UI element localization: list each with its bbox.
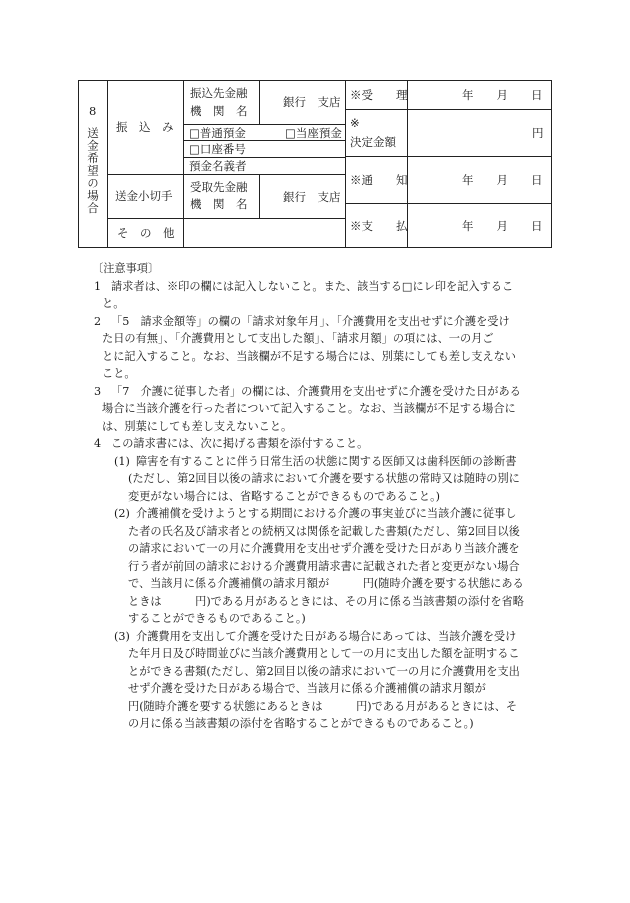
note-item-text: 円(随時介護を要する状態にあるときは 円)である月があるときには、そ xyxy=(128,699,518,713)
shiharai-label: ※支 払 xyxy=(350,219,408,233)
note-item-number: (2) xyxy=(114,507,130,520)
note-item-text: 請求者は、※印の欄には記入しないこと。また、該当する□にレ印を記入するこ xyxy=(111,279,514,293)
note-item-text: は、別葉にしても差し支えないこと。 xyxy=(102,419,293,433)
note-item-text: た者の氏名及び請求者との続柄又は関係を記載した書類(ただし、第2回目以後 xyxy=(128,524,520,538)
furikomi-label: 振 込 み xyxy=(116,120,174,134)
note-item-text: この請求書には、次に掲げる書類を添付すること。 xyxy=(111,437,369,450)
account-holder-label: 預金名義者 xyxy=(189,159,247,173)
receiving-bank-label-2: 機 関 名 xyxy=(190,197,248,211)
furikomi-bank-label-2: 機 関 名 xyxy=(190,104,248,118)
furikomi-bank-suffix: 銀行 支店 xyxy=(283,95,341,109)
kettei-amount-cell xyxy=(407,109,552,157)
other-value-cell[interactable] xyxy=(183,218,346,248)
juri-date: 年 月 日 xyxy=(462,88,543,102)
juri-label: ※受 理 xyxy=(350,88,408,102)
note-item-number: 3 xyxy=(94,384,102,398)
tsuchi-label: ※通 知 xyxy=(350,173,408,187)
note-item-text: ときは 円)である月があるときには、その月に係る当該書類の添付を省略 xyxy=(128,594,524,608)
kettei-label: 決定金額 xyxy=(350,135,396,149)
note-item-text: 「7 介護に従事した者」の欄には、介護費用を支出せずに介護を受けた日がある xyxy=(111,384,521,398)
note-item-text: 障害を有することに伴う日常生活の状態に関する医師又は歯科医師の診断書 xyxy=(136,454,517,468)
tsuchi-date: 年 月 日 xyxy=(462,173,543,187)
section-title: 送金希望の場合 xyxy=(86,127,100,215)
note-item-text: の請求において一の月に介護費用を支出せず介護を受けた日があり当該介護を xyxy=(128,542,520,555)
note-item-text: せず介護を受けた日がある場合で、当該月に係る介護補償の請求月額が xyxy=(128,682,486,695)
note-item-text: た日の有無」、「介護費用として支出した額」、「請求月額」の項には、一の月ご xyxy=(102,332,494,345)
note-item-text: 変更がない場合には、省略することができるものであること。) xyxy=(128,489,441,503)
ordinary-deposit-checkbox[interactable]: □普通預金 xyxy=(189,126,246,140)
note-item-text: 介護費用を支出して介護を受けた日がある場合にあっては、当該介護を受け xyxy=(136,629,517,643)
kogitte-label: 送金小切手 xyxy=(115,189,173,203)
note-item-text: とに記入すること。なお、当該欄が不足する場合には、別葉にしても差し支えない xyxy=(102,349,516,363)
kettei-yen: 円 xyxy=(532,126,544,140)
notes-heading: 〔注意事項〕 xyxy=(92,262,160,275)
note-item-number: 4 xyxy=(94,437,102,450)
current-deposit-checkbox[interactable]: □当座預金 xyxy=(285,126,342,140)
receiving-bank-label-1: 受取先金融 xyxy=(190,180,248,194)
note-item-text: で、当該月に係る介護補償の請求月額が 円(随時介護を要する状態にある xyxy=(128,577,524,590)
note-item-number: (3) xyxy=(114,629,130,643)
account-number-label: □口座番号 xyxy=(189,142,246,156)
note-item-text: こと。 xyxy=(102,367,136,380)
receiving-bank-suffix: 銀行 支店 xyxy=(283,190,341,204)
note-item-text: の月に係る当該書類の添付を省略することができるものであること。) xyxy=(128,717,474,730)
section-number: 8 xyxy=(89,104,97,118)
note-item-number: 2 xyxy=(94,314,102,328)
kettei-mark: ※ xyxy=(350,116,360,130)
note-item-text: 「5 請求金額等」の欄の「請求対象年月」、「介護費用を支出せずに介護を受け xyxy=(111,314,510,328)
note-item-text: と。 xyxy=(102,297,125,310)
note-item-text: とができる書類(ただし、第2回目以後の請求において一の月に介護費用を支出 xyxy=(128,664,520,678)
note-item-number: 1 xyxy=(94,279,102,293)
furikomi-bank-label-1: 振込先金融 xyxy=(190,86,248,100)
shiharai-date: 年 月 日 xyxy=(462,219,543,233)
note-item-text: 行う者が前回の請求における介護費用請求書に記載された者と変更がない場合 xyxy=(128,559,520,573)
note-item-text: 場合に当該介護を行った者について記入すること。なお、当該欄が不足する場合に xyxy=(102,402,516,415)
other-label: そ の 他 xyxy=(117,226,175,240)
note-item-text: た年月日及び時間並びに当該介護費用として一の月に支出した額を証明するこ xyxy=(128,647,520,660)
note-item-text: 介護補償を受けようとする期間における介護の事実並びに当該介護に従事し xyxy=(136,507,517,520)
note-item-text: (ただし、第2回目以後の請求において介護を要する状態の常時又は随時の別に xyxy=(128,472,520,485)
note-item-number: (1) xyxy=(114,454,130,468)
note-item-text: することができるものであること。) xyxy=(128,612,306,625)
